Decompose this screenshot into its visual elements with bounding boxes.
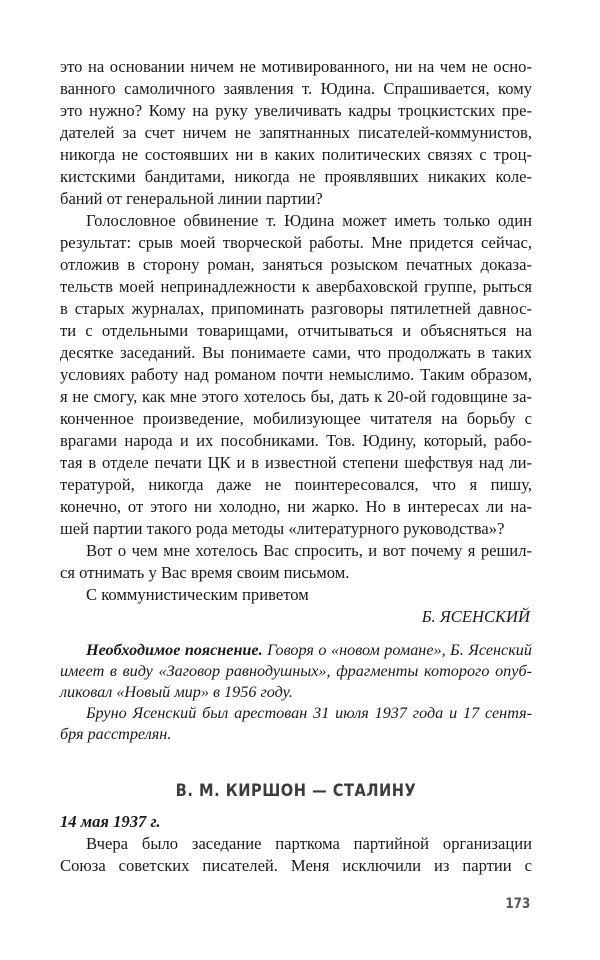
note-text: Говоря о «новом романе», Б. Ясенский [267, 641, 532, 659]
text-line: десятке заседаний. Вы понимаете сами, что продолжать в таких [60, 343, 532, 362]
body-paragraph-4 [60, 833, 532, 877]
text-line: это на основании ничем не мотивированного, ни на чем не осно- [60, 57, 532, 76]
text-line: Союза советских писателей. Меня исключили из партии с [60, 856, 532, 875]
closing-greeting: С коммунистическим приветом [86, 585, 309, 604]
text-line: тельств моей непринадлежности к авербаховской группе, рыться [60, 277, 532, 296]
text-line: никогда не состоявших ни в каких политических связях с троц- [60, 145, 532, 164]
text-line: результат: срыв моей творческой работы. Мне придется сейчас, [60, 233, 532, 252]
text-line: отложив в сторону роман, заняться розыском печатных доказа- [60, 255, 532, 274]
text-line: дателей за счет ничем не запятнанных писателей-коммунистов, [60, 123, 532, 142]
editorial-note [60, 640, 532, 745]
text-line: в старых журналах, припоминать разговоры пятилетней давнос- [60, 299, 532, 318]
text-line: Вчера было заседание парткома партийной организации [86, 834, 532, 853]
page-number: 173 [505, 896, 530, 912]
text-line: Бруно Ясенский был арестован 31 июля 1937 года и 17 сентя- [86, 704, 532, 722]
body-paragraph-1 [60, 56, 532, 210]
text-line: имеет в виду «Заговор равнодушных», фрагменты которого опуб- [60, 662, 532, 680]
text-line: ся отнимать у Вас время своим письмом. [60, 563, 350, 582]
text-line: Голословное обвинение т. Юдина может иметь только один [86, 211, 532, 230]
text-line: ликовал «Новый мир» в 1956 году. [60, 683, 293, 701]
text-line: баний от генеральной линии партии? [60, 189, 323, 208]
text-line [60, 640, 532, 661]
note-label: Необходимое пояснение. [86, 641, 263, 659]
text-line: врагами народа и их пособниками. Тов. Юдину, который, рабо- [60, 431, 532, 450]
text-line: я не смогу, как мне этого хотелось бы, дать к 20-ой годовщине за- [60, 387, 532, 406]
text-line: шей партии такого рода методы «литературного руководства»? [60, 519, 505, 538]
signature: Б. ЯСЕНСКИЙ [421, 607, 530, 626]
text-line: бря расстрелян. [60, 725, 172, 743]
text-line: тая в отделе печати ЦК и в известной степени шефствуя над ли- [60, 453, 532, 472]
text-line: конечно, от этого ни холодно, ни жарко. Но в интересах ли на- [60, 497, 532, 516]
page-content [60, 56, 532, 877]
section-heading: В. М. КИРШОН — СТАЛИНУ [175, 781, 417, 801]
text-line: кистскими бандитами, никогда не проявлявших никаких коле- [60, 167, 532, 186]
text-line: ванного самоличного заявления т. Юдина. Спрашивается, кому [60, 79, 532, 98]
text-line: ти с отдельными товарищами, отчитываться и объясняться на [60, 321, 532, 340]
text-line: Вот о чем мне хотелось Вас спросить, и вот почему я решил- [86, 541, 532, 560]
letter-date: 14 мая 1937 г. [60, 812, 161, 831]
text-line: это нужно? Кому на руку увеличивать кадры троцкистских пре- [60, 101, 532, 120]
text-line: условиях работу над романом почти немыслимо. Таким образом, [60, 365, 532, 384]
text-line: конченное произведение, мобилизующее читателя на борьбу с [60, 409, 532, 428]
body-paragraph-2 [60, 210, 532, 540]
body-paragraph-3 [60, 540, 532, 584]
text-line: тературой, никогда даже не поинтересовался, что я пишу, [60, 475, 532, 494]
